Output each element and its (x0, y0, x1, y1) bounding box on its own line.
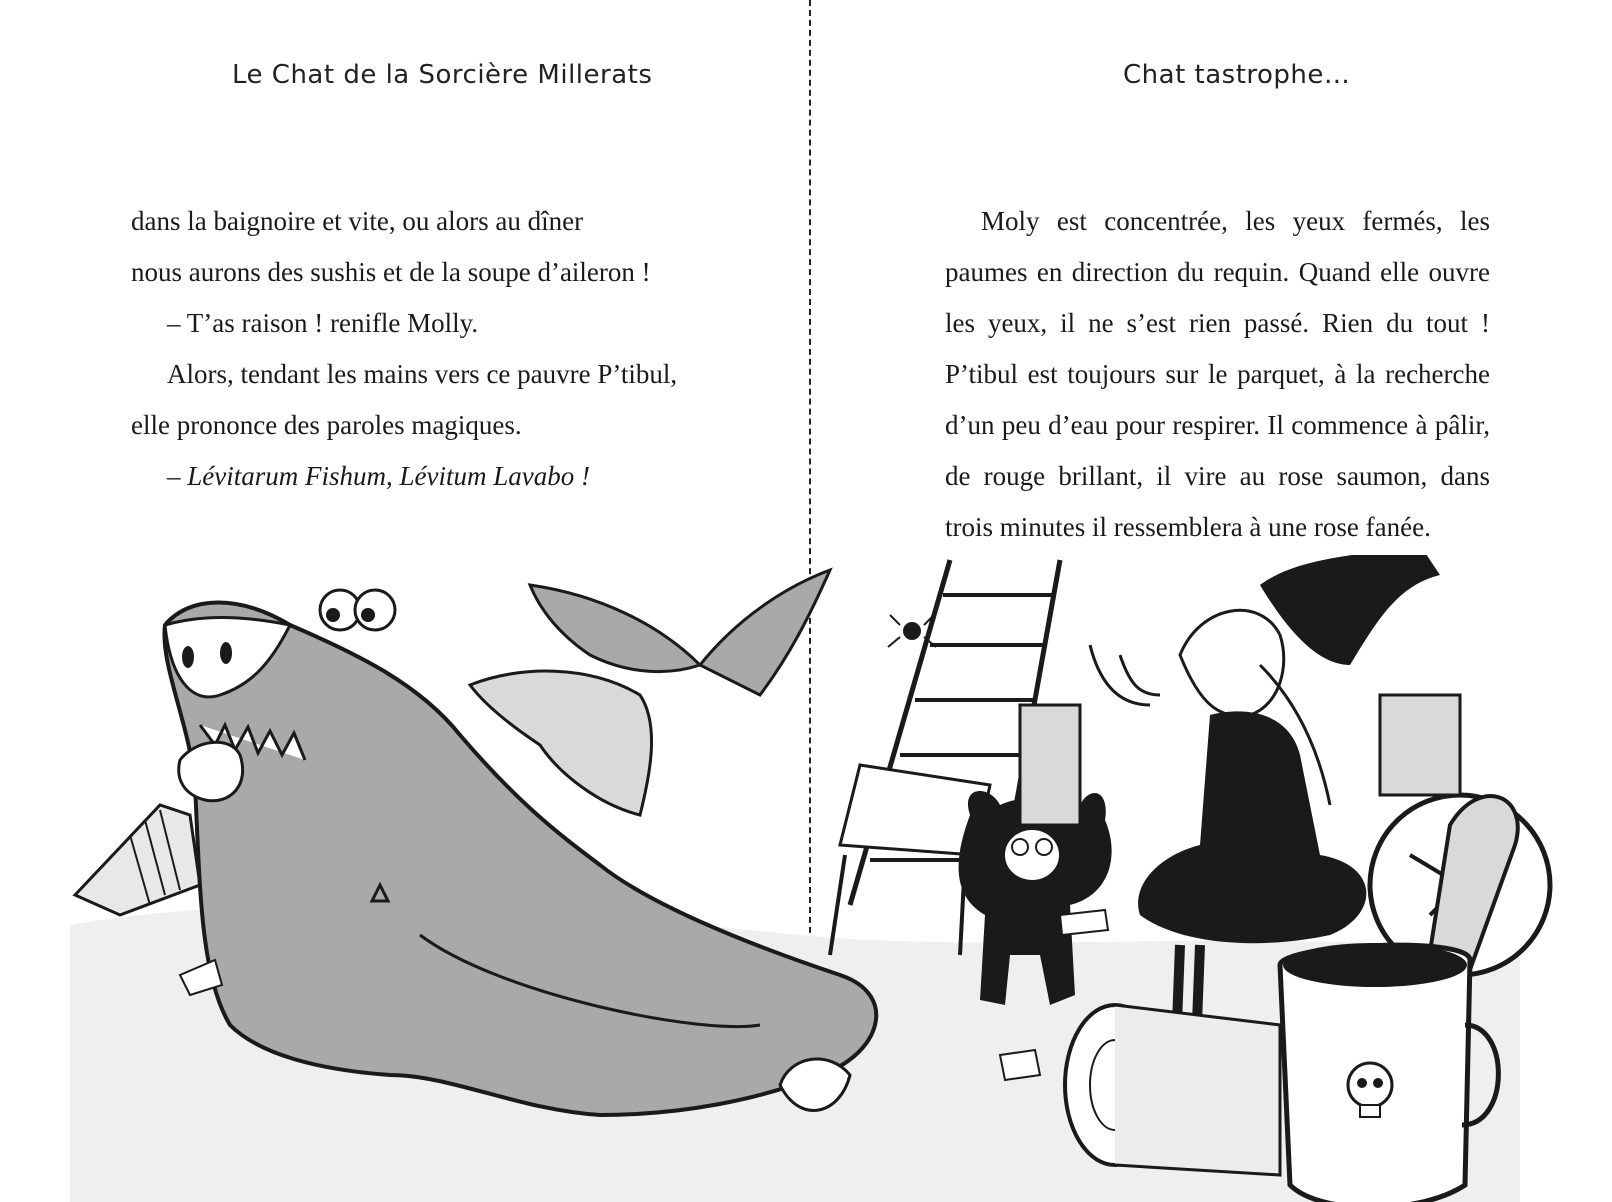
text-line: Alors, tendant les mains vers ce pauvre P’tibul, (167, 359, 678, 389)
right-running-head: Chat tastrophe… (1123, 60, 1351, 90)
dialogue-line: – T’as raison ! renifle Molly. (167, 308, 479, 338)
text-line: dans la baignoire et vite, ou alors au dîner (131, 206, 584, 236)
shark-icon (164, 570, 876, 1115)
paragraph: Moly est concentrée, les yeux fermés, les paumes en direction du requin. Quand elle ouvre les yeux, il ne s’est rien passé. Rien du tout ! P’tibul est toujours sur le parquet, à la recherche d’un peu d’eau pour respirer. Il commence à pâlir, de rouge brillant, il vire au rose saumon, dans trois minutes il ressemblera à une rose fanée. (945, 206, 1490, 542)
text-line: elle prononce des paroles magiques. (131, 410, 522, 440)
right-text-block (945, 196, 1490, 553)
books-icon (75, 805, 200, 915)
paper-scrap (1000, 1050, 1040, 1080)
spell-line (131, 451, 691, 502)
text-line: nous aurons des sushis et de la soupe d’aileron ! (131, 257, 651, 287)
log-icon (1065, 1005, 1280, 1175)
illustration (0, 555, 1612, 1202)
left-text-block (131, 196, 691, 502)
dialogue-dash: – (167, 461, 188, 491)
magic-spell: Lévitarum Fishum, Lévitum Lavabo ! (187, 461, 590, 491)
left-running-head: Le Chat de la Sorcière Millerats (232, 60, 653, 90)
